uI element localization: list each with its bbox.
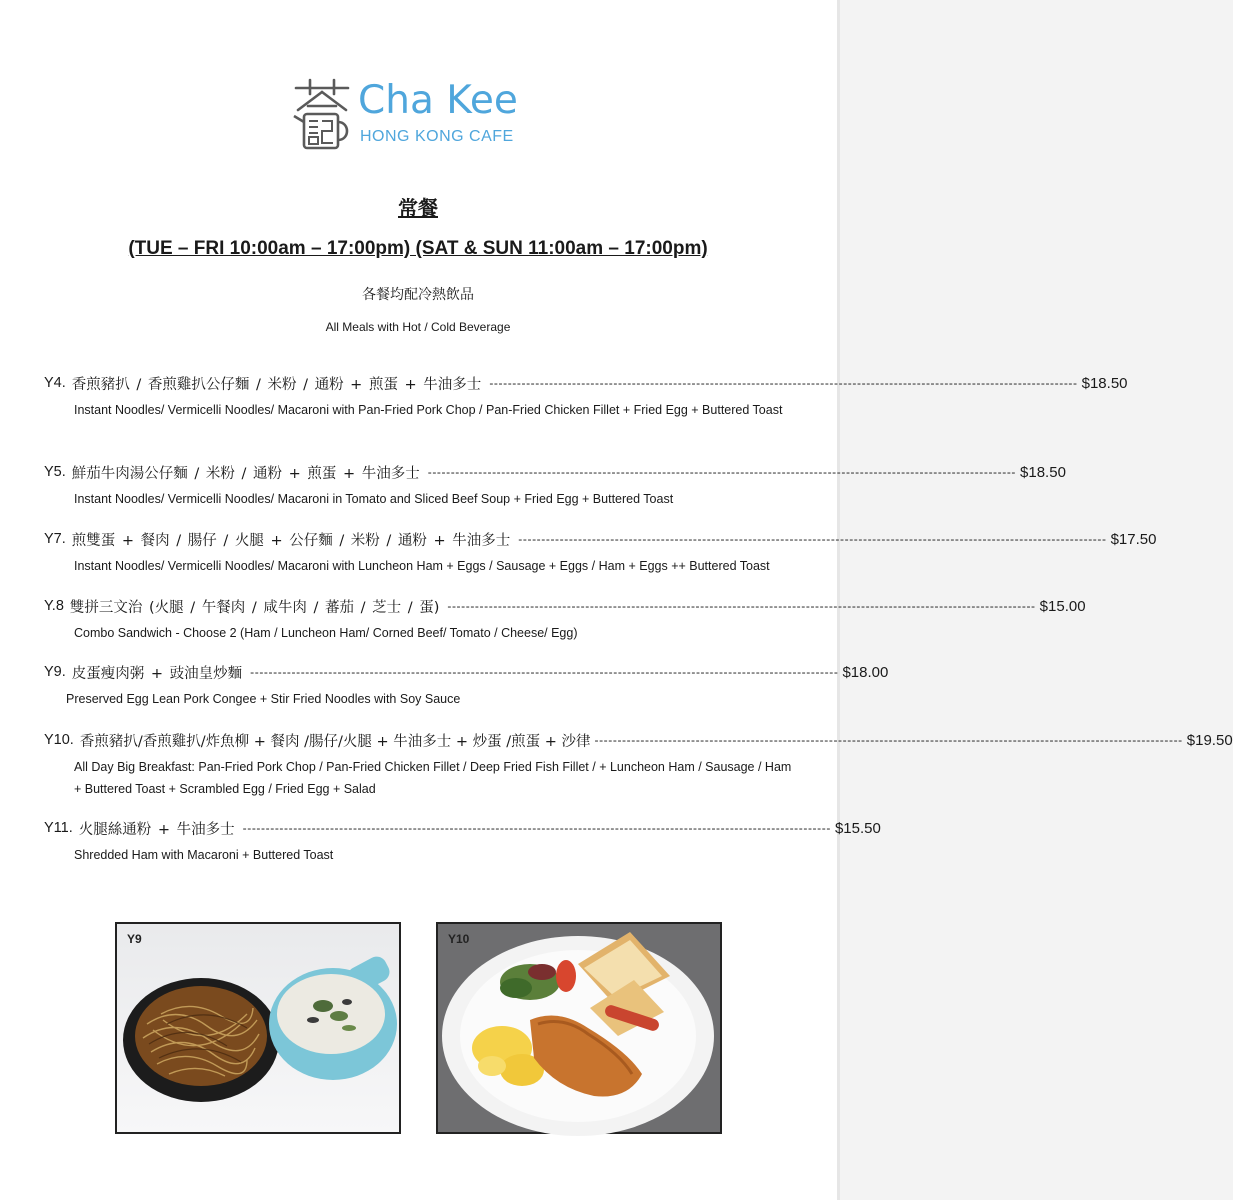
photo-label: Y9 [127,932,142,946]
beverage-note-en: All Meals with Hot / Cold Beverage [325,320,511,334]
item-price: $18.50 [1020,463,1066,481]
beverage-note-cn: 各餐均配冷熱飲品 [362,287,474,303]
noodles-congee-image [117,924,399,1132]
item-description: Instant Noodles/ Vermicelli Noodles/ Macaroni in Tomato and Sliced Beef Soup + Fried Egg + Buttered Toast [74,492,674,506]
item-name-cn: 火腿絲通粉 + 牛油多士 [78,821,235,838]
item-price: $17.50 [1110,530,1157,548]
big-breakfast-image [438,924,720,1132]
item-name-cn: 香煎豬扒 / 香煎雞扒公仔麵 / 米粉 / 通粉 + 煎蛋 + 牛油多士 [71,376,482,393]
item-code: Y7. [44,531,66,547]
item-name-cn: 煎雙蛋 + 餐肉 / 腸仔 / 火腿 + 公仔麵 / 米粉 / 通粉 + 牛油多士 [71,532,511,549]
item-price: $18.50 [1081,374,1128,392]
dot-leader: -------------------------------------------------------------------------------------------------------------------------------- [250,665,839,679]
item-name-cn: 鮮茄牛肉湯公仔麵 / 米粉 / 通粉 + 煎蛋 + 牛油多士 [71,465,420,482]
photo-label: Y10 [448,932,470,946]
photo-y9 [115,922,401,1134]
item-code: Y9. [44,664,66,680]
item-code: Y5. [44,464,66,480]
item-description: Instant Noodles/ Vermicelli Noodles/ Macaroni with Luncheon Ham + Eggs / Sausage + Eggs / Ham + Eggs ++ Buttered Toast [74,559,770,573]
item-price: $19.50 [1186,731,1233,749]
item-code: Y.8 [44,598,64,614]
dot-leader: -------------------------------------------------------------------------------------------------------------------------------- [489,376,1078,390]
item-description: Instant Noodles/ Vermicelli Noodles/ Macaroni with Pan-Fried Pork Chop / Pan-Fried Chicken Fillet + Fried Egg + Buttered Toast [74,403,783,417]
item-code: Y10. [44,732,74,748]
item-name-cn: 皮蛋瘦肉粥 + 豉油皇炒麵 [71,665,243,682]
item-price: $18.00 [842,663,889,681]
item-description: All Day Big Breakfast: Pan-Fried Pork Chop / Pan-Fried Chicken Fillet / Deep Fried Fish Fillet / + Luncheon Ham / Sausage / Ham + Buttered Toast + Scrambled Egg / Fried Egg + Salad [74,760,792,796]
dot-leader: -------------------------------------------------------------------------------------------------------------------------------- [518,532,1107,546]
item-code: Y4. [44,375,66,391]
item-code: Y11. [44,820,73,836]
dot-leader: -------------------------------------------------------------------------------------------------------------------------------- [447,599,1036,613]
item-description: Combo Sandwich - Choose 2 (Ham / Luncheon Ham/ Corned Beef/ Tomato / Cheese/ Egg) [74,626,578,640]
brand-name: Cha Kee [358,78,518,123]
dot-leader: -------------------------------------------------------------------------------------------------------------------------------- [594,733,1183,747]
item-price: $15.00 [1039,597,1086,615]
opening-hours: (TUE – FRI 10:00am – 17:00pm) (SAT & SUN 11:00am – 17:00pm) [128,238,708,259]
dot-leader: -------------------------------------------------------------------------------------------------------------------------------- [242,821,831,835]
cha-kee-logo [290,72,560,162]
item-name-cn: 香煎豬扒/香煎雞扒/炸魚柳 + 餐肉 /腸仔/火腿 + 牛油多士 + 炒蛋 /煎蛋 + 沙律 [79,733,591,750]
brand-subtitle: HONG KONG CAFE [360,128,514,145]
item-name-cn: 雙拼三文治 (火腿 / 午餐肉 / 咸牛肉 / 蕃茄 / 芝士 / 蛋) [69,599,440,616]
menu-title: 常餐 [398,196,438,220]
item-description: Preserved Egg Lean Pork Congee + Stir Fried Noodles with Soy Sauce [66,692,461,706]
item-description: Shredded Ham with Macaroni + Buttered Toast [74,848,334,862]
dot-leader: -------------------------------------------------------------------------------------------------------------------------------- [427,465,1017,479]
item-price: $15.50 [834,819,881,837]
photo-y10 [436,922,722,1134]
teapot-logo-icon [290,76,354,154]
